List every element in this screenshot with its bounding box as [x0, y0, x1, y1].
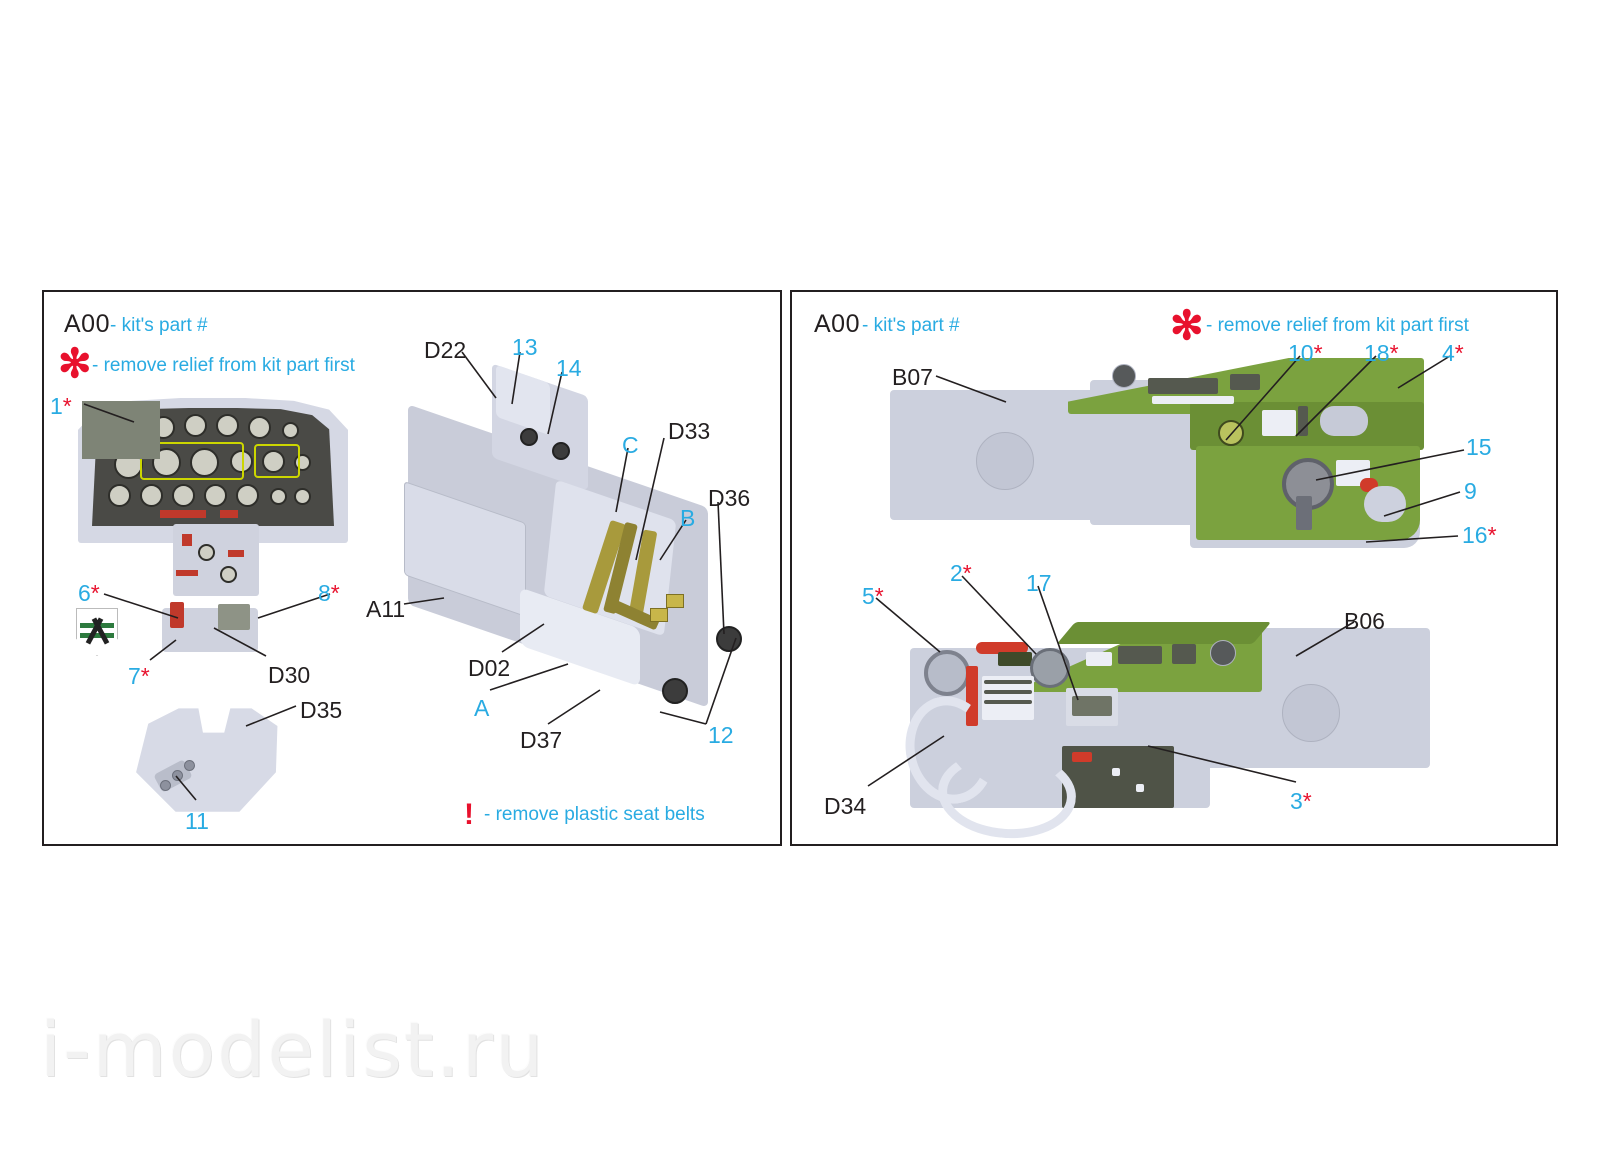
- callout-asterisk-icon: *: [62, 393, 72, 419]
- callout-asterisk-icon: *: [1302, 788, 1312, 814]
- callout-label-11: [185, 808, 209, 835]
- callout-label-d22: [424, 337, 466, 364]
- callout-label-text: 13: [512, 334, 538, 360]
- callout-asterisk-icon: *: [874, 583, 884, 609]
- callout-label-text: D35: [300, 697, 343, 723]
- callout-label-text: D33: [668, 418, 711, 444]
- callout-label-13: [512, 334, 538, 361]
- callout-label-text: D30: [268, 662, 311, 688]
- callout-label-10: [1288, 340, 1323, 367]
- callout-label-7: [128, 663, 150, 690]
- callout-asterisk-icon: *: [1487, 522, 1497, 548]
- callout-label-16: [1462, 522, 1497, 549]
- callout-label-d35: [300, 697, 342, 724]
- callout-label-b07: [892, 364, 933, 391]
- callout-label-text: 5: [862, 583, 875, 609]
- callout-label-text: D36: [708, 485, 751, 511]
- callout-label-text: 6: [78, 580, 91, 606]
- callout-label-b06: [1344, 608, 1385, 635]
- callout-asterisk-icon: *: [962, 560, 972, 586]
- left-panel-part-code-note: - kit's part #: [110, 315, 208, 336]
- right-legend-asterisk-text: - remove relief from kit part first: [1206, 315, 1469, 336]
- callout-label-text: 10: [1288, 340, 1314, 366]
- callout-label-text: 8: [318, 580, 331, 606]
- callout-label-text: 1: [50, 393, 63, 419]
- callout-label-3: [1290, 788, 1312, 815]
- callout-label-text: A: [474, 695, 490, 721]
- callout-asterisk-icon: *: [140, 663, 150, 689]
- callout-label-text: 14: [556, 355, 582, 381]
- callout-label-text: 11: [185, 808, 209, 834]
- callout-label-text: 2: [950, 560, 963, 586]
- callout-label-a11: [366, 596, 405, 623]
- callout-label-text: C: [622, 432, 639, 458]
- callout-label-9: [1464, 478, 1477, 505]
- callout-label-text: 3: [1290, 788, 1303, 814]
- callout-label-6: [78, 580, 100, 607]
- callout-label-text: 4: [1442, 340, 1455, 366]
- callout-label-12: [708, 722, 734, 749]
- callout-label-2: [950, 560, 972, 587]
- callout-label-8: [318, 580, 340, 607]
- callout-label-d37: [520, 727, 562, 754]
- callout-label-15: [1466, 434, 1492, 461]
- sidewall-bracket-part: [162, 598, 262, 654]
- callout-label-text: 16: [1462, 522, 1488, 548]
- site-watermark: i-modelist.ru: [40, 1005, 546, 1094]
- callout-label-text: 15: [1466, 434, 1492, 460]
- callout-label-d30: [268, 662, 310, 689]
- left-panel-part-code: A00: [64, 310, 110, 338]
- d35-part: [130, 704, 282, 814]
- callout-label-text: D02: [468, 655, 511, 681]
- callout-label-14: [556, 355, 582, 382]
- callout-label-4: [1442, 340, 1464, 367]
- callout-asterisk-icon: *: [90, 580, 100, 606]
- callout-label-text: 9: [1464, 478, 1477, 504]
- callout-label-text: 17: [1026, 570, 1052, 596]
- callout-label-text: B: [680, 505, 696, 531]
- callout-label-text: 12: [708, 722, 734, 748]
- callout-label-text: 7: [128, 663, 141, 689]
- right-panel-part-code: A00: [814, 310, 860, 338]
- callout-label-18: [1364, 340, 1399, 367]
- left-legend-seatbelt-text: - remove plastic seat belts: [484, 804, 705, 825]
- callout-label-a: [474, 695, 489, 722]
- callout-label-text: 18: [1364, 340, 1390, 366]
- callout-label-b: [680, 505, 695, 532]
- callout-label-text: D34: [824, 793, 867, 819]
- callout-label-d36: [708, 485, 750, 512]
- exclamation-icon-left: !: [464, 798, 474, 831]
- callout-asterisk-icon: *: [1454, 340, 1464, 366]
- callout-asterisk-icon: *: [1389, 340, 1399, 366]
- callout-label-text: B07: [892, 364, 933, 390]
- callout-asterisk-icon: *: [1313, 340, 1323, 366]
- callout-asterisk-icon: *: [330, 580, 340, 606]
- right-panel-part-code-note: - kit's part #: [862, 315, 960, 336]
- callout-label-d33: [668, 418, 710, 445]
- callout-label-text: D37: [520, 727, 563, 753]
- callout-label-text: A11: [366, 596, 406, 622]
- callout-label-d02: [468, 655, 510, 682]
- asterisk-icon-right: ✻: [1170, 304, 1204, 348]
- callout-label-c: [622, 432, 639, 459]
- callout-label-text: B06: [1344, 608, 1385, 634]
- asterisk-icon-left: ✻: [58, 342, 92, 386]
- instrument-panel-part: [78, 398, 348, 543]
- callout-label-d34: [824, 793, 866, 820]
- callout-label-17: [1026, 570, 1052, 597]
- callout-label-text: D22: [424, 337, 467, 363]
- callout-label-5: [862, 583, 884, 610]
- callout-label-1: [50, 393, 72, 420]
- left-legend-asterisk-text: - remove relief from kit part first: [92, 355, 355, 376]
- b07-sidewall-assembly: [890, 350, 1430, 570]
